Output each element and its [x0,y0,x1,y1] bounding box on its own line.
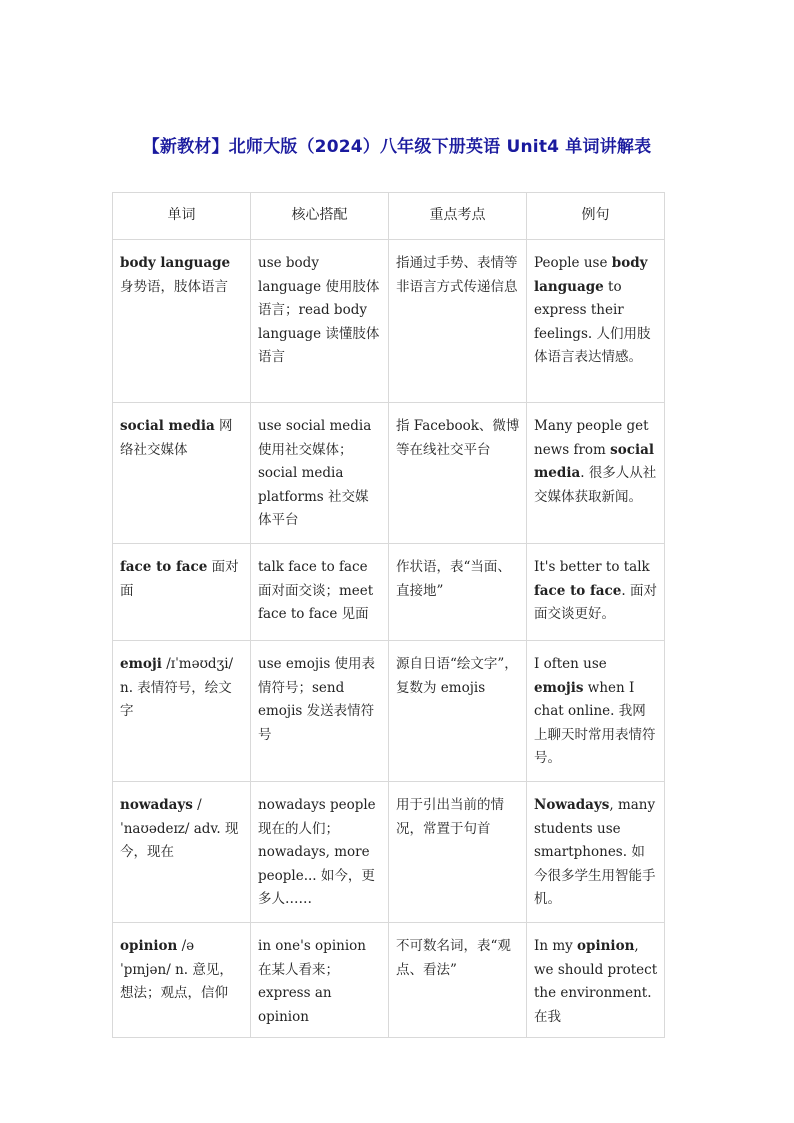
word-cell [113,641,251,782]
collocation-cell: in one's opinion 在某人看来；express an opinion [251,923,389,1038]
word-meaning: /ˈnaʊədeɪz/ adv. 现今，现在 [120,797,239,860]
collocation-cell: use emojis 使用表情符号；send emojis 发送表情符号 [251,641,389,782]
example-pre: Many people get news from [534,418,649,458]
example-pre: In my [534,938,578,954]
example-post: , many students use smartphones. 如今很多学生用智能手机。 [534,797,656,907]
key-point-cell: 指 Facebook、微博等在线社交平台 [389,403,527,544]
example-keyword: social media [534,441,654,481]
example-cell [527,782,665,923]
table-header-row [113,193,665,240]
example-cell [527,641,665,782]
header-key-point: 重点考点 [389,193,527,240]
key-point-cell: 源自日语“绘文字”，复数为 emojis [389,641,527,782]
table-row [113,240,665,403]
key-point-cell: 指通过手势、表情等非语言方式传递信息 [389,240,527,403]
key-point-cell: 用于引出当前的情况，常置于句首 [389,782,527,923]
key-point-cell: 不可数名词，表“观点、看法” [389,923,527,1038]
word-cell [113,240,251,403]
header-word: 单词 [113,193,251,240]
collocation-cell: talk face to face 面对面交谈；meet face to face 见面 [251,544,389,641]
word-term: opinion [120,938,178,954]
word-cell [113,403,251,544]
word-meaning: 面对面 [120,559,239,599]
word-meaning: /əˈpɪnjən/ n. 意见，想法；观点，信仰 [120,938,233,1001]
header-collocation: 核心搭配 [251,193,389,240]
word-term: nowadays [120,797,193,813]
example-post: to express their feelings. 人们用肢体语言表达情感。 [534,278,651,365]
table-row [113,923,665,1038]
word-cell [113,782,251,923]
example-post: when I chat online. 我网上聊天时常用表情符号。 [534,679,656,766]
example-keyword: opinion [577,938,635,954]
example-keyword: face to face [534,582,622,599]
example-pre: I often use [534,656,607,672]
example-post: . 很多人从社交媒体获取新闻。 [534,465,657,505]
table-row [113,403,665,544]
example-cell [527,240,665,403]
collocation-cell: nowadays people 现在的人们；nowadays, more people... 如今，更多人…… [251,782,389,923]
word-meaning: 身势语，肢体语言 [120,278,228,295]
word-term: social media [120,418,215,434]
vocabulary-table [112,192,665,1038]
example-keyword: emojis [534,679,584,696]
word-term: body language [120,255,231,271]
example-keyword: body language [534,255,648,295]
collocation-cell: use social media 使用社交媒体；social media platforms 社交媒体平台 [251,403,389,544]
document-title: 【新教材】北师大版（2024）八年级下册英语 Unit4 单词讲解表 [142,137,652,157]
table-row [113,544,665,641]
header-example: 例句 [527,193,665,240]
example-pre: People use [534,255,612,271]
example-cell [527,923,665,1038]
example-cell [527,544,665,641]
word-term: face to face [120,559,208,575]
word-term: emoji [120,656,162,672]
key-point-cell: 作状语，表“当面、直接地” [389,544,527,641]
word-cell [113,544,251,641]
table-row [113,641,665,782]
collocation-cell: use body language 使用肢体语言；read body language 读懂肢体语言 [251,240,389,403]
word-meaning: 网络社交媒体 [120,418,233,458]
word-meaning: /ɪˈməʊdʒi/ n. 表情符号，绘文字 [120,656,234,719]
example-post: , we should protect the environment. 在我 [534,938,658,1025]
table-row [113,782,665,923]
example-keyword: Nowadays [534,797,610,813]
example-cell [527,403,665,544]
example-pre: It's better to talk [534,559,650,575]
word-cell [113,923,251,1038]
example-post: . 面对面交谈更好。 [534,582,657,622]
